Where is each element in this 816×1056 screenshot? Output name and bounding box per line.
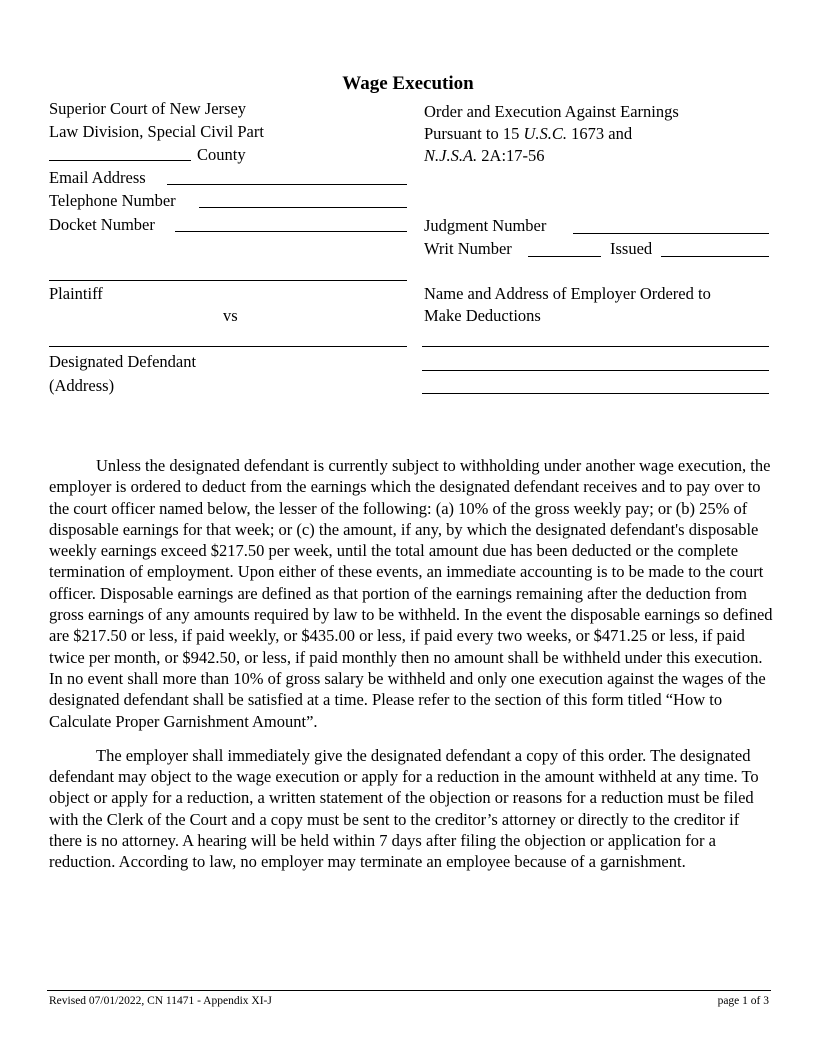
issued-label: Issued: [610, 239, 653, 258]
writ-field[interactable]: [528, 256, 601, 257]
docket-field[interactable]: [175, 231, 407, 232]
paragraph-withholding: Unless the designated defendant is currently subject to withholding under another wage execution, the employer is ordered to deduct from the earnings which the designated defendant receives and to pay over to the court officer named below, the lesser of the following: (a) 10% of the gross weekly pay; or (b) 25% of disposable earnings for that week; or (c) the amount, if any, by which the designated defendant's disposable weekly earnings exceed $217.50 per week, until the total amount due has been deducted or the complete termination of employment. Upon either of these events, an immediate accounting is to be made to the court officer. Disposable earnings are defined as that portion of the earnings remaining after the deduction from gross earnings of any amounts required by law to be withheld. In the event the disposable earnings so defined are $217.50 or less, if paid weekly, or $435.00 or less, if paid every two weeks, or $471.25 or less, if paid twice per month, or $942.50, or less, if paid monthly then no amount shall be withheld under this execution. In no event shall more than 10% of gross salary be withheld and only one execution against the wages of the designated defendant shall be satisfied at a time. Please refer to the section of this form titled “How to Calculate Proper Garnishment Amount”.: [49, 456, 773, 731]
judgment-field[interactable]: [573, 233, 769, 234]
defendant-label: Designated Defendant: [49, 352, 197, 371]
docket-label: Docket Number: [49, 215, 155, 234]
court-name: Superior Court of New Jersey: [49, 99, 247, 118]
employer-label-line2: Make Deductions: [424, 306, 541, 325]
body-text: [49, 455, 773, 873]
page-title: Wage Execution: [342, 73, 474, 94]
vs-label: vs: [223, 306, 238, 325]
telephone-field[interactable]: [199, 207, 407, 208]
employer-label-line1: Name and Address of Employer Ordered to: [424, 284, 711, 303]
paragraph-objection: The employer shall immediately give the designated defendant a copy of this order. The designated defendant may object to the wage execution or apply for a reduction in the amount withheld at any time. To object or apply for a reduction, a written statement of the objection or reasons for a reduction must be filed with the Clerk of the Court and a copy must be sent to the creditor’s attorney or directly to the creditor if there is no attorney. A hearing will be held within 7 days after filing the objection or application for a reduction. According to law, no employer may terminate an employee because of a garnishment.: [49, 745, 759, 872]
footer-page-number: page 1 of 3: [717, 995, 769, 1007]
footer-rule: [47, 990, 771, 991]
usc-citation: U.S.C.: [523, 124, 568, 143]
order-title: Order and Execution Against Earnings: [424, 102, 679, 121]
judgment-label: Judgment Number: [424, 216, 547, 235]
employer-field-2[interactable]: [422, 370, 769, 371]
telephone-label: Telephone Number: [49, 191, 176, 210]
njsa-citation: N.J.S.A.: [424, 146, 478, 165]
defendant-field[interactable]: [49, 346, 407, 347]
plaintiff-label: Plaintiff: [49, 284, 103, 303]
email-field[interactable]: [167, 184, 407, 185]
employer-field-3[interactable]: [422, 393, 769, 394]
email-label: Email Address: [49, 168, 146, 187]
footer-revision: Revised 07/01/2022, CN 11471 - Appendix XI-J: [49, 995, 272, 1007]
county-label: County: [197, 145, 246, 164]
njsa-section: 2A:17-56: [477, 146, 545, 165]
county-field[interactable]: [49, 160, 191, 161]
njsa-line: [424, 144, 545, 167]
address-label: (Address): [49, 376, 115, 395]
statute-suffix: 1673 and: [567, 124, 633, 143]
employer-field-1[interactable]: [422, 346, 769, 347]
writ-label: Writ Number: [424, 239, 512, 258]
issued-field[interactable]: [661, 256, 769, 257]
plaintiff-field[interactable]: [49, 280, 407, 281]
court-division: Law Division, Special Civil Part: [49, 122, 264, 141]
order-statute-line: [424, 122, 632, 145]
statute-prefix: Pursuant to 15: [424, 124, 524, 143]
